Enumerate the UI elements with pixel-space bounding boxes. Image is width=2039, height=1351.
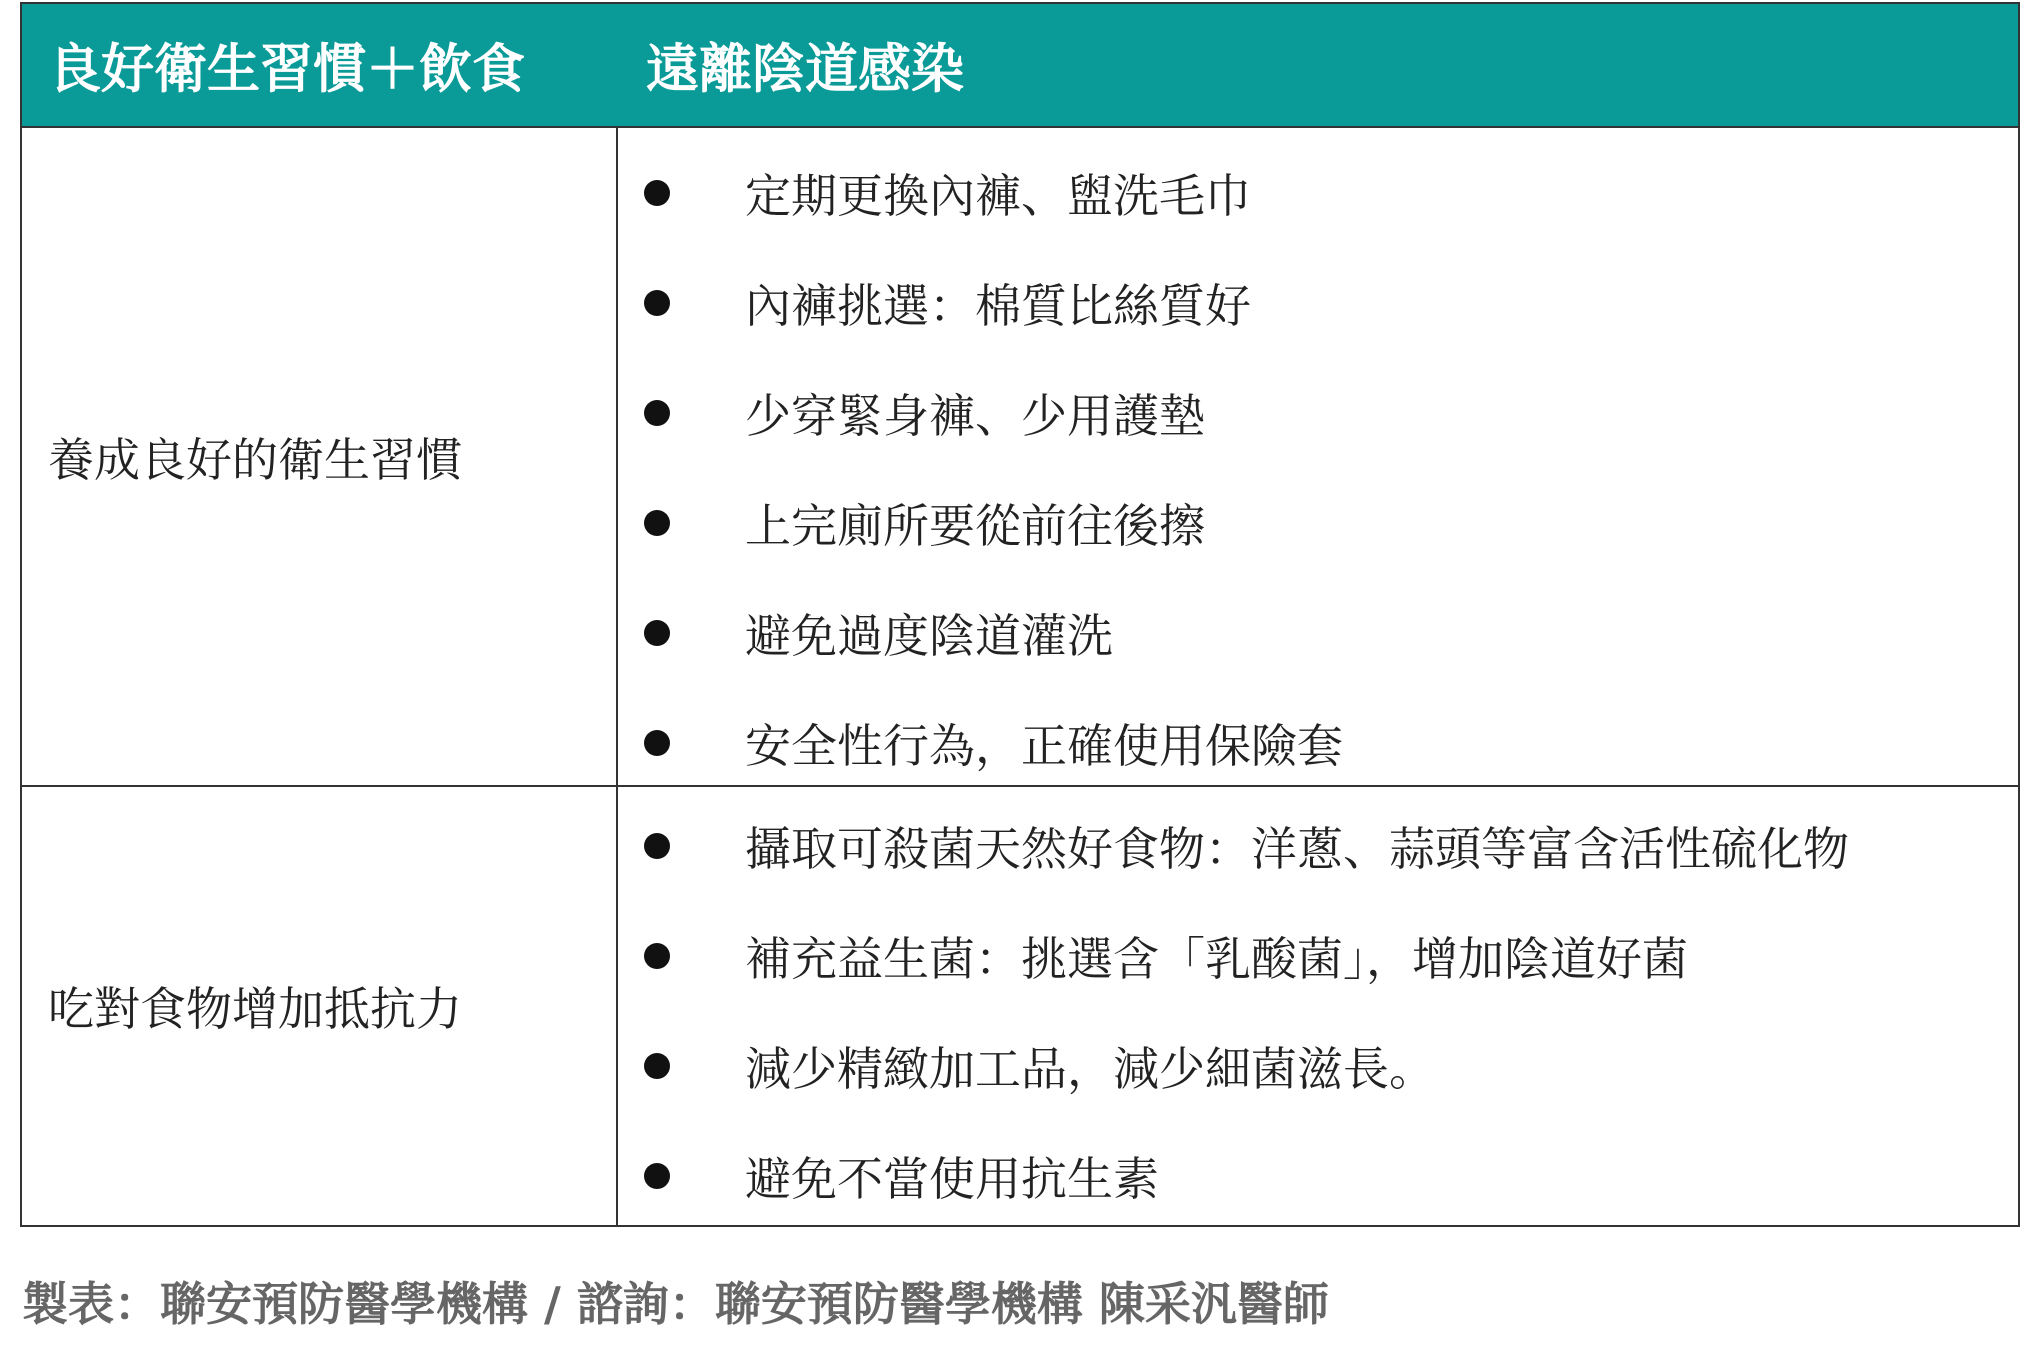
list-item [618, 688, 1343, 798]
row-items [618, 787, 2018, 1225]
bullet-icon [644, 180, 670, 206]
hygiene-diet-table [20, 2, 2020, 1227]
list-item-text: 安全性行為，正確使用保險套 [745, 719, 1343, 773]
list-item [618, 1011, 1435, 1121]
list-item [618, 138, 1251, 248]
list-item-text: 避免過度陰道灌洗 [745, 609, 1113, 663]
bullet-icon [644, 1163, 670, 1189]
list-item [618, 791, 1849, 901]
bullet-icon [644, 290, 670, 316]
row-category: 吃對食物增加抵抗力 [22, 787, 618, 1225]
bullet-icon [644, 943, 670, 969]
list-item-text: 補充益生菌：挑選含「乳酸菌」，增加陰道好菌 [745, 932, 1688, 986]
table-header [22, 4, 2018, 128]
list-item-text: 減少精緻加工品，減少細菌滋長。 [745, 1042, 1435, 1096]
list-item-text: 上完廁所要從前往後擦 [745, 499, 1205, 553]
list-item-text: 少穿緊身褲、少用護墊 [745, 389, 1205, 443]
list-item-text: 內褲挑選：棉質比絲質好 [745, 279, 1251, 333]
bullet-icon [644, 510, 670, 536]
header-title-right: 遠離陰道感染 [646, 39, 964, 100]
list-item [618, 248, 1251, 358]
table-row [22, 128, 2018, 787]
list-item [618, 901, 1688, 1011]
bullet-icon [644, 1053, 670, 1079]
list-item [618, 578, 1113, 688]
row-items [618, 128, 2018, 785]
table-row [22, 787, 2018, 1225]
list-item [618, 1121, 1159, 1231]
bullet-icon [644, 620, 670, 646]
list-item-text: 攝取可殺菌天然好食物：洋蔥、蒜頭等富含活性硫化物 [745, 822, 1849, 876]
header-title-left: 良好衛生習慣＋飲食 [48, 39, 525, 100]
bullet-icon [644, 400, 670, 426]
list-item-text: 避免不當使用抗生素 [745, 1152, 1159, 1206]
list-item [618, 468, 1205, 578]
source-credit: 製表：聯安預防醫學機構 / 諮詢：聯安預防醫學機構 陳采汎醫師 [22, 1277, 1329, 1331]
bullet-icon [644, 833, 670, 859]
list-item-text: 定期更換內褲、盥洗毛巾 [745, 169, 1251, 223]
row-category: 養成良好的衛生習慣 [22, 128, 618, 785]
bullet-icon [644, 730, 670, 756]
list-item [618, 358, 1205, 468]
